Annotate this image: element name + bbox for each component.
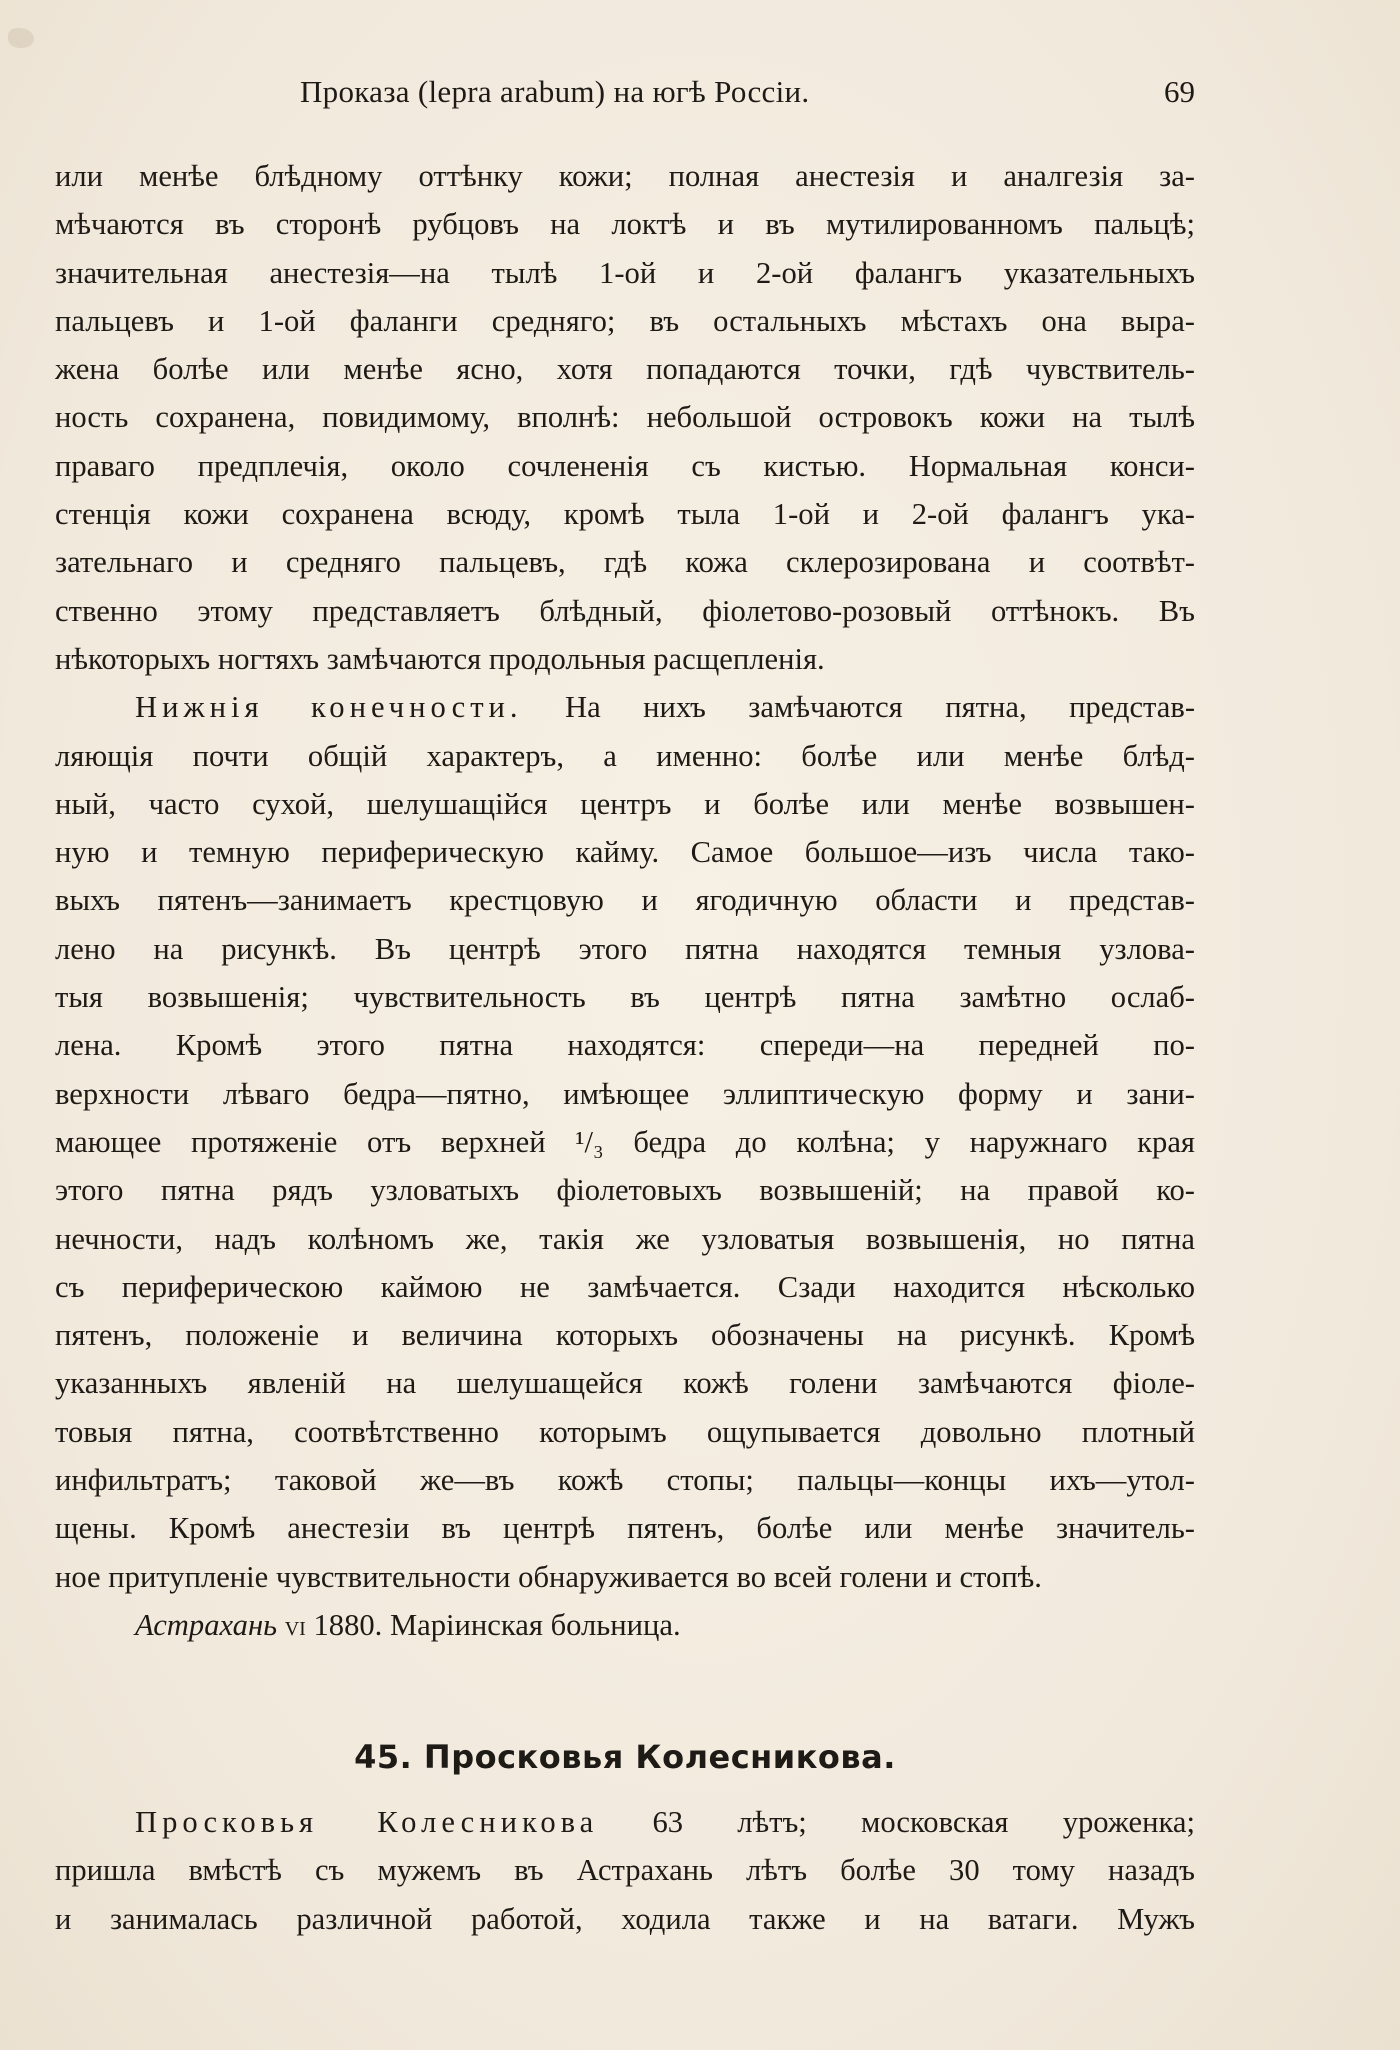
- paragraph-first-line: [55, 1798, 1195, 1846]
- page-header: [55, 74, 1195, 114]
- paper-stain: [8, 28, 34, 48]
- text-line: мающее протяженіе отъ верхней ¹/₃ бедра до колѣна; у наружнаго края: [55, 1124, 1195, 1159]
- text-line: инфильтратъ; таковой же—въ кожѣ стопы; пальцы—концы ихъ—утол-: [55, 1463, 1195, 1498]
- text-line: пятенъ, положеніе и величина которыхъ обозначены на рисункѣ. Кромѣ: [55, 1318, 1195, 1353]
- paragraph-heading: Нижнія конечности.: [135, 690, 523, 725]
- text-line: праваго предплечія, около сочлененія съ кистью. Нормальная конси-: [55, 448, 1195, 483]
- text-line: ляющія почти общій характеръ, а именно: болѣе или менѣе блѣд-: [55, 738, 1195, 773]
- running-title: Проказа (lepra arabum) на югѣ Россiи.: [300, 74, 810, 109]
- text-line: и занималась различной работой, ходила также и на ватаги. Мужъ: [55, 1901, 1195, 1936]
- text-line: тыя возвышенія; чувствительность въ центрѣ пятна замѣтно ослаб-: [55, 980, 1195, 1015]
- text-line: зательнаго и средняго пальцевъ, гдѣ кожа склерозирована и соотвѣт-: [55, 545, 1195, 580]
- text-line: или менѣе блѣдному оттѣнку кожи; полная анестезія и аналгезія за-: [55, 159, 1195, 193]
- signature-year-hospital: 1880. Маріинская больница.: [305, 1607, 681, 1642]
- patient-name: Просковья Колесникова: [135, 1805, 599, 1839]
- text-line: выхъ пятенъ—занимаетъ крестцовую и ягодичную области и представ-: [55, 883, 1195, 918]
- text-line: щены. Кромѣ анестезіи въ центрѣ пятенъ, болѣе или менѣе значитель-: [55, 1511, 1195, 1546]
- signature-line: [55, 1601, 1195, 1653]
- paragraph-first-line: [55, 683, 1195, 731]
- body-text: [55, 152, 1195, 1653]
- text-line: нечности, надъ колѣномъ же, такія же узловатыя возвышенія, но пятна: [55, 1221, 1195, 1256]
- text-line: указанныхъ явленій на шелушащейся кожѣ голени замѣчаются фіоле-: [55, 1366, 1195, 1401]
- signature-month: VI: [284, 1617, 306, 1640]
- text-line: жена болѣе или менѣе ясно, хотя попадаются точки, гдѣ чувствитель-: [55, 352, 1195, 387]
- section-title: 45. Просковья Колесникова.: [354, 1738, 896, 1776]
- text-line: ное притупленіе чувствительности обнаруживается во всей голени и стопѣ.: [55, 1559, 1042, 1594]
- text-span: 63 лѣтъ; московская уроженка;: [598, 1805, 1195, 1839]
- text-line: ный, часто сухой, шелушащійся центръ и болѣе или менѣе возвышен-: [55, 786, 1195, 821]
- text-line: пришла вмѣстѣ съ мужемъ въ Астрахань лѣтъ болѣе 30 тому назадъ: [55, 1853, 1195, 1888]
- text-line: пальцевъ и 1-ой фаланги средняго; въ остальныхъ мѣстахъ она выра-: [55, 303, 1195, 338]
- text-line: ную и темную периферическую кайму. Самое большое—изъ числа тако-: [55, 835, 1195, 870]
- signature-place: Астрахань: [135, 1607, 278, 1642]
- text-line: ность сохранена, повидимому, вполнѣ: небольшой островокъ кожи на тылѣ: [55, 400, 1195, 435]
- text-line: верхности лѣваго бедра—пятно, имѣющее эллиптическую форму и зани-: [55, 1076, 1195, 1111]
- text-line: нѣкоторыхъ ногтяхъ замѣчаются продольныя расщепленія.: [55, 641, 825, 676]
- page-number: 69: [1164, 74, 1195, 109]
- text-line: лена. Кромѣ этого пятна находятся: спереди—на передней по-: [55, 1028, 1195, 1063]
- text-line: этого пятна рядъ узловатыхъ фіолетовыхъ возвышеній; на правой ко-: [55, 1173, 1195, 1208]
- text-line: мѣчаются въ сторонѣ рубцовъ на локтѣ и въ мутилированномъ пальцѣ;: [55, 207, 1195, 242]
- text-line: товыя пятна, соотвѣтственно которымъ ощупывается довольно плотный: [55, 1414, 1195, 1449]
- text-line: лено на рисункѣ. Въ центрѣ этого пятна находятся темныя узлова-: [55, 931, 1195, 966]
- text-line: стенція кожи сохранена всюду, кромѣ тыла 1-ой и 2-ой фалангъ ука-: [55, 497, 1195, 532]
- text-span: На нихъ замѣчаются пятна, представ-: [522, 690, 1196, 725]
- text-line: ственно этому представляетъ блѣдный, фіолетово-розовый оттѣнокъ. Въ: [55, 593, 1195, 628]
- body-text-section: [55, 1798, 1195, 1943]
- text-line: значительная анестезія—на тылѣ 1-ой и 2-ой фалангъ указательныхъ: [55, 255, 1195, 290]
- text-line: съ периферическою каймою не замѣчается. Сзади находится нѣсколько: [55, 1269, 1195, 1304]
